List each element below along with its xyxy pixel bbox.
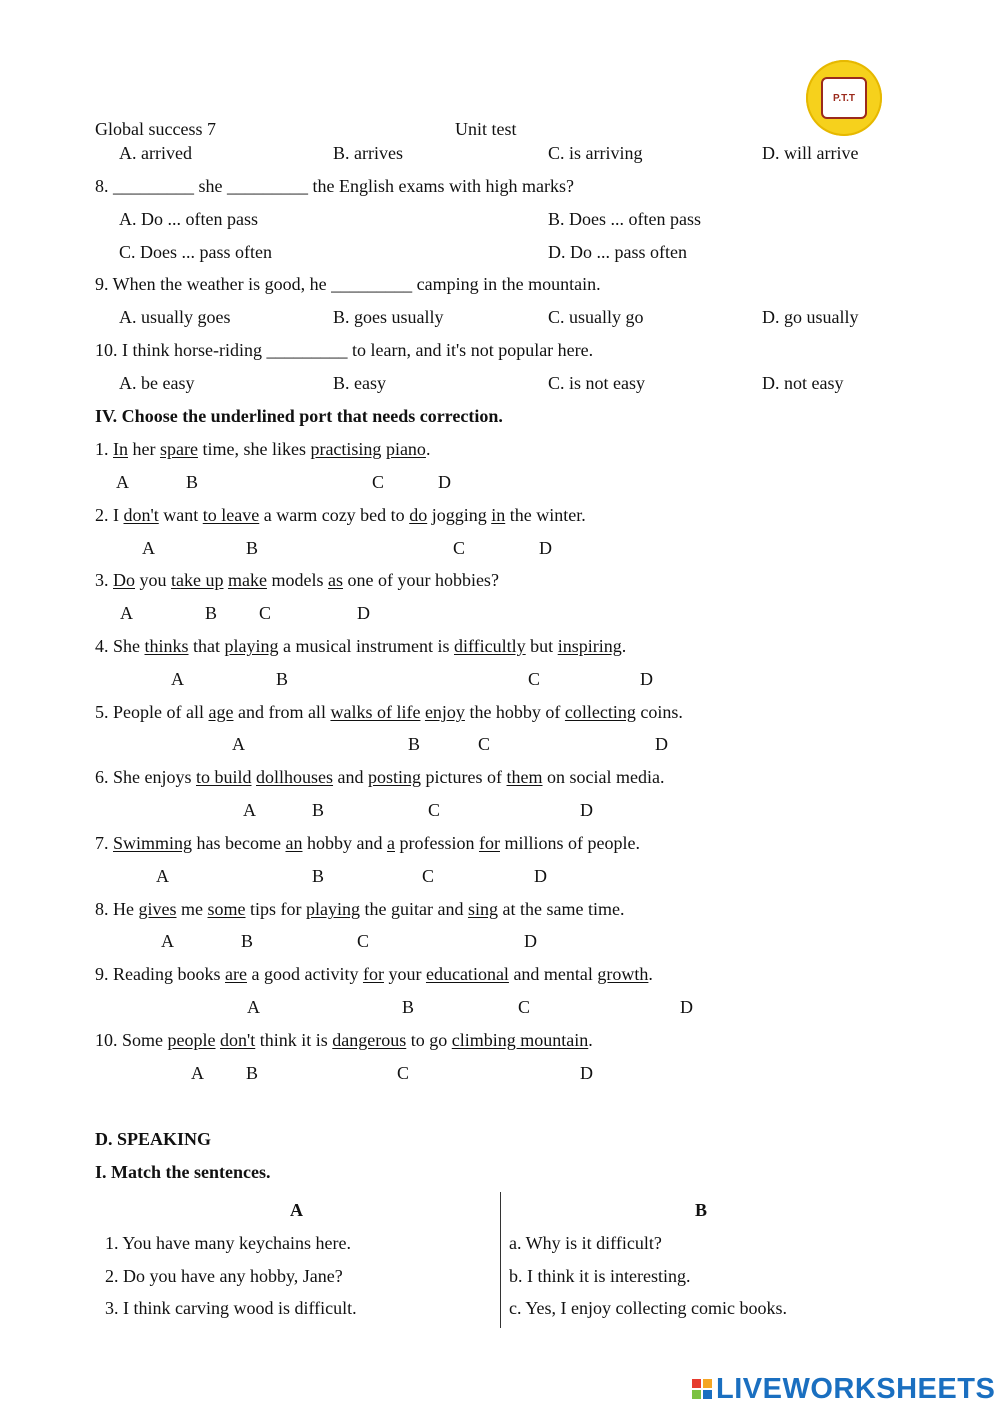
underlined-c: a [386,833,395,853]
underlined-d: sing [467,899,498,919]
underlined-b: walks of life [330,702,421,722]
underlined-a: age [208,702,234,722]
underlined-a: Do [113,570,135,590]
correction-sentence-7: 7. Swimming has become an hobby and a profession for millions of people. [95,833,640,853]
underlined-c: posting [368,767,422,787]
letter-c: C [428,800,441,820]
col-b-header: B [695,1200,708,1220]
letter-b: B [312,866,325,886]
q9-option-d: D. go usually [762,307,859,327]
underlined-b: an [285,833,303,853]
underlined-c: dangerous [332,1030,407,1050]
q9-option-c: C. usually go [548,307,644,327]
match-a-3: 3. I think carving wood is difficult. [105,1298,357,1318]
letter-c: C [478,734,491,754]
speaking-title: D. SPEAKING [95,1129,212,1149]
underlined-a: are [225,964,247,984]
letter-a: A [171,669,184,689]
letter-a: A [243,800,256,820]
column-divider [500,1192,501,1328]
underlined-d: in [491,505,506,525]
letter-c: C [372,472,385,492]
letter-d: D [680,997,693,1017]
letter-c: C [259,603,272,623]
letter-a: A [247,997,260,1017]
letter-d: D [524,931,537,951]
letter-d: D [357,603,370,623]
underlined-a: to build [196,767,252,787]
underlined-d: as [327,570,343,590]
letter-a: A [116,472,129,492]
underlined-c: difficultly [454,636,526,656]
correction-sentence-1: 1. In her spare time, she likes practising piano. [95,439,431,459]
q7-option-c: C. is arriving [548,143,643,163]
underlined-d: collecting [564,702,636,722]
letter-a: A [156,866,169,886]
ptt-logo [806,60,882,136]
letter-c: C [528,669,541,689]
letter-b: B [246,538,259,558]
letter-b: B [205,603,218,623]
underlined-d: growth [597,964,649,984]
liveworksheets-brand [692,1374,995,1404]
letter-a: A [191,1063,204,1083]
liveworksheets-logo-icon [692,1379,712,1399]
underlined-a: gives [138,899,177,919]
q9-stem: 9. When the weather is good, he _________ camping in the mountain. [95,274,601,294]
letter-c: C [357,931,370,951]
underlined-a: In [113,439,128,459]
letter-b: B [402,997,415,1017]
q8-stem: 8. _________ she _________ the English exams with high marks? [95,176,574,196]
q8-option-b: B. Does ... often pass [548,209,701,229]
letter-c: C [397,1063,410,1083]
q10-option-d: D. not easy [762,373,844,393]
letter-d: D [655,734,668,754]
q8-option-a: A. Do ... often pass [119,209,258,229]
q10-option-c: C. is not easy [548,373,645,393]
underlined-c: enjoy [424,702,465,722]
q7-option-d: D. will arrive [762,143,859,163]
q8-option-c: C. Does ... pass often [119,242,272,262]
underlined-b: for [362,964,384,984]
match-a-1: 1. You have many keychains here. [105,1233,351,1253]
match-subtitle: I. Match the sentences. [95,1162,271,1182]
correction-sentence-5: 5. People of all age and from all walks of life enjoy the hobby of collecting coins. [95,702,683,722]
match-b-b: b. I think it is interesting. [509,1266,691,1286]
letter-a: A [161,931,174,951]
underlined-d: climbing mountain [451,1030,589,1050]
liveworksheets-wordmark: LIVEWORKSHEETS [716,1372,996,1405]
q9-option-b: B. goes usually [333,307,444,327]
underlined-c: educational [425,964,509,984]
letter-d: D [539,538,552,558]
q9-option-a: A. usually goes [119,307,231,327]
q7-option-a: A. arrived [119,143,192,163]
correction-sentence-4: 4. She thinks that playing a musical instrument is difficultly but inspiring. [95,636,627,656]
underlined-a: don't [123,505,159,525]
letter-b: B [246,1063,259,1083]
underlined-a: thinks [144,636,189,656]
col-a-header: A [290,1200,303,1220]
match-b-c: c. Yes, I enjoy collecting comic books. [509,1298,787,1318]
q8-option-d: D. Do ... pass often [548,242,687,262]
q10-stem: 10. I think horse-riding _________ to learn, and it's not popular here. [95,340,594,360]
underlined-b: playing [224,636,279,656]
letter-d: D [640,669,653,689]
letter-d: D [580,800,593,820]
letter-b: B [241,931,254,951]
letter-a: A [232,734,245,754]
match-b-a: a. Why is it difficult? [509,1233,662,1253]
underlined-d: inspiring [557,636,622,656]
letter-c: C [453,538,466,558]
underlined-c: playing [306,899,360,919]
correction-sentence-8: 8. He gives me some tips for playing the guitar and sing at the same time. [95,899,625,919]
logo-text: P.T.T [821,77,867,119]
underlined-b: dollhouses [256,767,334,787]
underlined-c: practising [310,439,382,459]
underlined-a: people [167,1030,216,1050]
underlined-c: do [409,505,428,525]
letter-c: C [422,866,435,886]
letter-b: B [312,800,325,820]
underlined-b: take up [171,570,224,590]
letter-d: D [438,472,451,492]
underlined-b: to leave [202,505,260,525]
underlined-d: piano [385,439,426,459]
q10-option-b: B. easy [333,373,386,393]
underlined-a: Swimming [113,833,193,853]
letter-c: C [518,997,531,1017]
letter-b: B [408,734,421,754]
header-title: Unit test [455,119,517,139]
letter-a: A [142,538,155,558]
underlined-d: for [478,833,500,853]
correction-sentence-3: 3. Do you take up make models as one of your hobbies? [95,570,499,590]
letter-b: B [276,669,289,689]
underlined-d: them [506,767,543,787]
header-course: Global success 7 [95,119,216,139]
underlined-c: make [227,570,267,590]
letter-a: A [120,603,133,623]
underlined-b: spare [159,439,198,459]
q10-option-a: A. be easy [119,373,195,393]
letter-b: B [186,472,199,492]
correction-sentence-6: 6. She enjoys to build dollhouses and posting pictures of them on social media. [95,767,665,787]
letter-d: D [580,1063,593,1083]
match-a-2: 2. Do you have any hobby, Jane? [105,1266,343,1286]
underlined-b: some [207,899,246,919]
correction-sentence-9: 9. Reading books are a good activity for your educational and mental growth. [95,964,653,984]
correction-sentence-2: 2. I don't want to leave a warm cozy bed to do jogging in the winter. [95,505,586,525]
letter-d: D [534,866,547,886]
underlined-b: don't [220,1030,256,1050]
correction-sentence-10: 10. Some people don't think it is dangerous to go climbing mountain. [95,1030,593,1050]
section-iv-title: IV. Choose the underlined port that needs correction. [95,406,503,426]
q7-option-b: B. arrives [333,143,403,163]
